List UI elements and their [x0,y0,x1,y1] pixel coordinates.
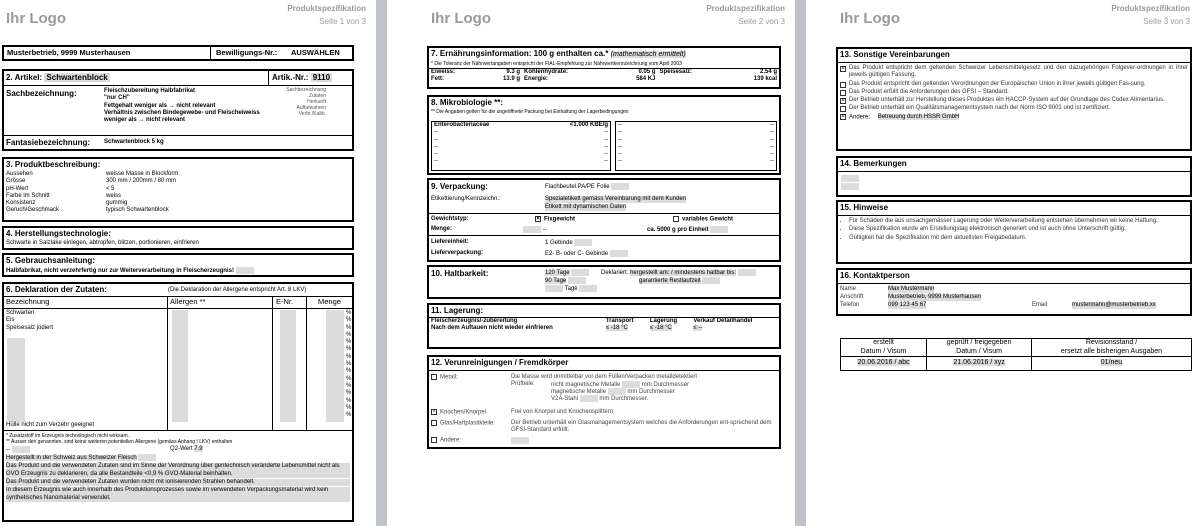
sach-line[interactable]: Verhältnis zwischen Bindegewebe- und Fleischeiweiss weniger als → nicht relevant [104,109,260,124]
vereinbarung-checkbox[interactable] [840,106,846,112]
page-number: Seite 1 von 3 [319,17,366,26]
sach-label: Sachbezeichnung: [6,89,77,98]
section-title: 8. Mikrobiologie **: [431,98,504,107]
sach-lines [104,88,278,124]
logo: Ihr Logo [6,10,66,27]
section-verunreinigungen: 12. Verunreinigungen / Fremdkörper Metall: Die Masse wird unmittelbar vor dem Füllen/Verpacken metalldetektiert Prüfteile: nicht magnetische Metalle mm Durchmesser magnetische Metalle mm Durchmesser V2A-Stahl mm Durchmesser. × Knochen/Knorpel Frei von Knorpel und Knochensplittern Glas/Hartplastikteile: Der Betrieb unterhält ein Glasmanagementsystem welches die Anforderungen ent-sprechend dem GFSI-Standard erfüllt. Andere: [427,355,781,449]
doc-title: Produktspezifikation [1111,4,1190,13]
mikro-row[interactable]: -- -- [618,122,774,128]
ingredient[interactable]: Speisesalz jodiert [6,324,54,331]
variabel-checkbox[interactable] [673,216,679,222]
section-lagerung [427,303,781,349]
vereinbarung-item: Der Betrieb unterhält ein Qualitätsmanagementsystem nach der Norm ISO 9001 und ist zertifiziert. [840,105,1188,112]
footnote-2: ** Ausser den genannten, sind keine weiteren potentiellen Allergene (gemäss Anhang I LKV) enthalten [6,439,233,445]
col-menge: Menge [318,297,341,306]
section-verpackung: 9. Verpackung: Flachbeutel PA/PE Folie Etikettierung/Kennzeichn.: Spezialetikett gemäss Vereinbarung mit dem Kunden Etikett mit dynamischen Daten Gewichtstyp: × Fixgewicht variables Gewicht Menge: -- ca. 5000 g pro Einheit Liefereinheit: 1 Gebinde Lieferverpackung: E2- B- oder C- Gebinde [427,178,781,262]
artnr-value[interactable]: 9110 [312,73,331,82]
section-title: 12. Verunreinigungen / Fremdkörper [431,358,569,367]
bew-label: Bewilligungs-Nr.: [216,48,278,57]
section-gebrauch [2,253,354,277]
deklaration-note: (Die Deklaration der Allergene entspricht Art. 8 LKV) [168,287,307,293]
section-herstellung [2,226,354,250]
vereinbarung-checkbox[interactable]: × [841,98,845,105]
herstellung-text[interactable]: Schwarte in Salzlake einlegen, abtropfen, blitzen, portionieren, einfrieren [6,240,199,246]
logo: Ihr Logo [431,10,491,27]
section-vereinbarungen: 13. Sonstige Vereinbarungen × Das Produkt entspricht dem geltenden Schweizer Lebensmittelgesetz und den dazugehörigen Folgever-ordnungen in ihrer jeweils gültigen Fassung. Das Produkt entspricht den geltenden Verordnungen der Europäischen Union in ihrer jeweils gültigen Fas-sung. Das Produkt erfüllt die Anforderungen des GFSI – Standard. × Der Betrieb unterhält zur Herstellung dieses Produktes ein HACCP-System auf der Grundlage des Codex Alimentarius. Der Betrieb unterhält ein Qualitätsmanagementsystem nach der Norm ISO 9001 und ist zertifiziert. × Andere: Betreuung durch HSSR GmbH [836,47,1192,151]
deklaration-texts: Hergestellt in der Schweiz aus Schweizer Fleisch Das Produkt und die verwendeten Zutaten sind im Sinne der Verordnung über gentechnisch veränderte Lebensmittel nicht als GVO Erzeugnis zu deklarieren, da alle Bestandteile <0,9 % GVO-Material beinhalten. Das Produkt und die verwendeten Zutaten wurden nicht mit ionisierenden Strahlen behandelt. In diesem Erzeugnis wie auch innerhalb des Produktionsprozesses sowie im verwendeten Verpackungsmaterial wird kein synthetisches Nanomaterial verwendet. [6,454,350,502]
section-bemerkungen [836,156,1192,197]
gebrauch-text[interactable]: Halbfabrikat, nicht verzehrfertig nur zur Weiterverarbeitung in Fleischerzeugnis! [6,268,234,275]
section-title: 10. Haltbarkeit: [431,269,489,278]
company-name: Musterbetrieb, 9999 Musterhausen [7,48,131,57]
section-ernaehrung: 7. Ernährungsinformation: 100 g enthalten ca.* (mathematisch ermittelt) * Die Toleranz der Nährwertangaben entspricht der FIAL-Empfehlung zur Nährwertkennzeichnung vom April 2003 Eiweiss: 9.3 g Kohlenhydrate: 0.05 g Speisesalz: 2.54 g Fett: 13.9 g Energie: 584 KJ 139 kcal [427,46,781,89]
doc-title: Produktspezifikation [287,4,366,13]
percent-unit: % [346,339,352,346]
sach-line[interactable]: Fleischzubereitung Halbfabrikat [104,88,196,94]
sach-line[interactable]: Fettgehalt weniger als → nicht relevant [104,102,216,109]
mikro-row[interactable]: -- -- [434,151,608,158]
ingredient[interactable]: Eis [6,317,15,324]
percent-unit: % [346,346,352,353]
page-number: Seite 3 von 3 [1143,17,1190,26]
percent-unit: % [346,361,352,368]
mikro-footnote: ** Die Angaben gelten für die ungeöffnete Packung bei Einhaltung der Lagerbedingungen [431,109,629,115]
col-enr: E-Nr. [276,297,294,306]
mikro-row[interactable]: -- -- [618,158,774,165]
section-haltbarkeit: 10. Haltbarkeit: 120 Tage 90 Tage Tage Deklariert: hergestellt am: / mindestens haltbar bis: garantierte Restlaufzeit [427,265,781,299]
nutrition-table: Eiweiss: 9.3 g Kohlenhydrate: 0.05 g Speisesalz: 2.54 g Fett: 13.9 g Energie: 584 KJ 139 kcal [431,69,777,83]
percent-unit: % [346,397,352,404]
ernaehrung-footnote: * Die Toleranz der Nährwertangaben entspricht der FIAL-Empfehlung zur Nährwertkennzeichnung vom April 2003 [431,61,682,67]
percent-unit: % [346,375,352,382]
vereinbarung-checkbox[interactable] [840,82,846,88]
section-article [2,69,354,151]
vereinbarung-item: × Das Produkt entspricht dem geltenden Schweizer Lebensmittelgesetz und den dazugehörigen Folgever-ordnungen in ihrer jeweils gültigen Fassung. [841,65,1188,79]
section-title: 11. Lagerung: [431,306,484,315]
mikro-row[interactable]: -- -- [434,136,608,143]
percent-unit: % [346,390,352,397]
section-kontakt: 16. Kontaktperson Name Max Mustermann Anschrift Musterbetrieb, 9999 Musterhausen Telefon 099 123 45 67 Email mustermann@musterbetrieb.xx [836,268,1192,316]
fixgewicht-checkbox[interactable]: × [536,216,540,222]
mikro-row[interactable]: -- -- [434,143,608,150]
section-title: 3. Produktbeschreibung: [6,160,101,169]
section-title: 16. Kontaktperson [840,271,910,280]
side-labels: Sachbezeichnung Zutaten Herkunft Aufbewahren Verbr./Kaltb. [286,87,326,117]
q2-label: Q2-Wert [170,446,193,452]
fantasy-value[interactable]: Schwartenblock 5 kg [104,139,164,145]
mikro-row[interactable]: -- -- [434,129,608,136]
vereinbarung-item: Das Produkt entspricht den geltenden Verordnungen der Europäischen Union in ihrer jeweils gültigen Fas-sung. [840,81,1188,88]
page-1 [0,0,376,526]
percent-unit: % [346,331,352,338]
vereinbarung-item: Das Produkt erfüllt die Anforderungen des GFSI – Standard. [840,89,1188,96]
article-name[interactable]: Schwartenblock [46,73,108,82]
section-title: 14. Bemerkungen [840,159,907,168]
page-3 [806,0,1200,526]
mikro-row[interactable]: -- -- [434,158,608,165]
section-produktbeschreibung [2,157,354,222]
fantasy-label: Fantasiebezeichnung: [6,138,91,147]
percent-unit: % [346,404,352,411]
glas-checkbox[interactable] [431,420,437,426]
page-number: Seite 2 von 3 [738,17,785,26]
vereinbarung-checkbox[interactable]: × [841,66,845,72]
footnote-1: * Zusatzstoff im Erzeugnis technologisch nicht wirksam. [6,433,130,439]
artnr-label: Artik.-Nr.: [272,73,309,82]
section-title: 2. Artikel: [6,73,43,82]
section-title: 4. Herstellungstechnologie: [6,229,111,238]
header-company-box [2,45,354,61]
section-title: 7. Ernährungsinformation: 100 g enthalten ca.* [431,49,609,58]
section-title: 6. Deklaration der Zutaten: [6,285,107,294]
percent-unit: % [346,353,352,360]
logo: Ihr Logo [840,10,900,27]
section-mikrobiologie [427,95,781,175]
mikro-row[interactable]: -- -- [618,136,774,143]
sach-line[interactable]: "nur CH" [104,95,130,102]
ingredient-list [6,310,53,332]
andere-checkbox[interactable]: × [841,113,845,120]
col-allergen: Allergen ** [170,297,206,306]
mikro-row[interactable]: -- -- [618,151,774,158]
mikro-table-left: Enterobacteriaceae <1.000 KBE/g -- -- -- -- -- -- -- -- -- -- [431,121,611,171]
section-hinweise [836,200,1192,264]
section-title: 13. Sonstige Vereinbarungen [840,50,950,59]
bew-value[interactable]: AUSWÄHLEN [291,48,340,57]
section-deklaration: 6. Deklaration der Zutaten: (Die Deklaration der Allergene entspricht Art. 8 LKV) Bezeichnung Allergen ** E-Nr. Menge Schwarten Eis Speisesalz jodiert % % % % % % % % % % % % % % % Hülle nicht zum Verzehr geeignet * Zusatzstoff im Erzeugnis technologisch nicht wirksam. ** Ausser den genannten, sind keine weiteren potentiellen Allergene (gemäss Anhang I LKV) enthalten -- Q2-Wert 7.9 Hergestellt in der Schweiz aus Schweizer Fleisch Das Produkt und die verwendeten Zutaten sind im Sinne der Verordnung über gentechnisch veränderte Lebensmittel nicht als GVO Erzeugnis zu deklarieren, da alle Bestandteile <0,9 % GVO-Material beinhalten. Das Produkt und die verwendeten Zutaten wurden nicht mit ionisierenden Strahlen behandelt. In diesem Erzeugnis wie auch innerhalb des Produktionsprozesses sowie im verwendeten Verpackungsmaterial wird kein synthetisches Nanomaterial verwendet. [2,282,354,522]
col-bezeichnung: Bezeichnung [6,297,50,306]
metall-checkbox[interactable] [431,374,437,380]
vereinbarung-item: × Der Betrieb unterhält zur Herstellung dieses Produktes ein HACCP-System auf der Grundlage des Codex Alimentarius. [841,97,1165,105]
vereinbarung-checkbox[interactable] [840,90,846,96]
q2-value[interactable]: 7.9 [194,446,203,452]
percent-unit: % [346,310,352,316]
description-table: Aussehen weisse Masse in Blockform Grösse 300 mm / 200mm / 80 mm pH-Wert < 5 Farbe im Schnitt weiss Konsistenz gummig Geruch/Geschmack typisch Schwartenblock [6,171,179,214]
signature-table: erstellt Datum / Visum geprüft / freigegeben Datum / Visum Revisionsstand / ersetzt alle bisherigen Ausgaben 20.06.2016 / abc 21.06.2016 / xyz 01/neu [840,338,1192,371]
section-title: 15. Hinweise [840,203,889,212]
page-2 [387,0,795,526]
section-title: 5. Gebrauchsanleitung: [6,256,95,265]
percent-unit: % [346,368,352,375]
percent-unit: % [346,317,352,324]
hinweise-list: • Für Schäden die aus unsachgemässer Lagerung oder Weiterverarbeitung entstehen übernehmen wir keine Haftung. • Diese Spezifikation wurde am Erstellungstag elektronisch generiert und ist auch ohne Unterschrift gültig. • Gültigkeit hat die Spezifikation mit dem aktuellsten Freigabedatum. [838,216,1190,242]
mikro-table-right [615,121,777,171]
mikro-row[interactable]: -- -- [618,143,774,150]
mikro-row[interactable]: -- -- [618,129,774,136]
section-title: 9. Verpackung: [431,182,488,191]
ingredient[interactable]: Schwarten [6,310,35,316]
percent-unit: % [346,412,352,419]
andere-checkbox[interactable] [431,437,437,443]
lagerung-table: Fleischerzeugnis/-zubereitung Transport Lagerung Verkauf Detailhandel Nach dem Auftauen nicht wieder einfrieren ≤ -18 °C ≤ -18 °C ≤ -- [429,317,779,333]
percent-unit: % [346,382,352,389]
knochen-checkbox[interactable]: × [432,409,436,415]
percent-unit: % [346,324,352,331]
ingredient-huelle[interactable]: Hülle nicht zum Verzehr geeignet [6,422,95,428]
doc-title: Produktspezifikation [706,4,785,13]
